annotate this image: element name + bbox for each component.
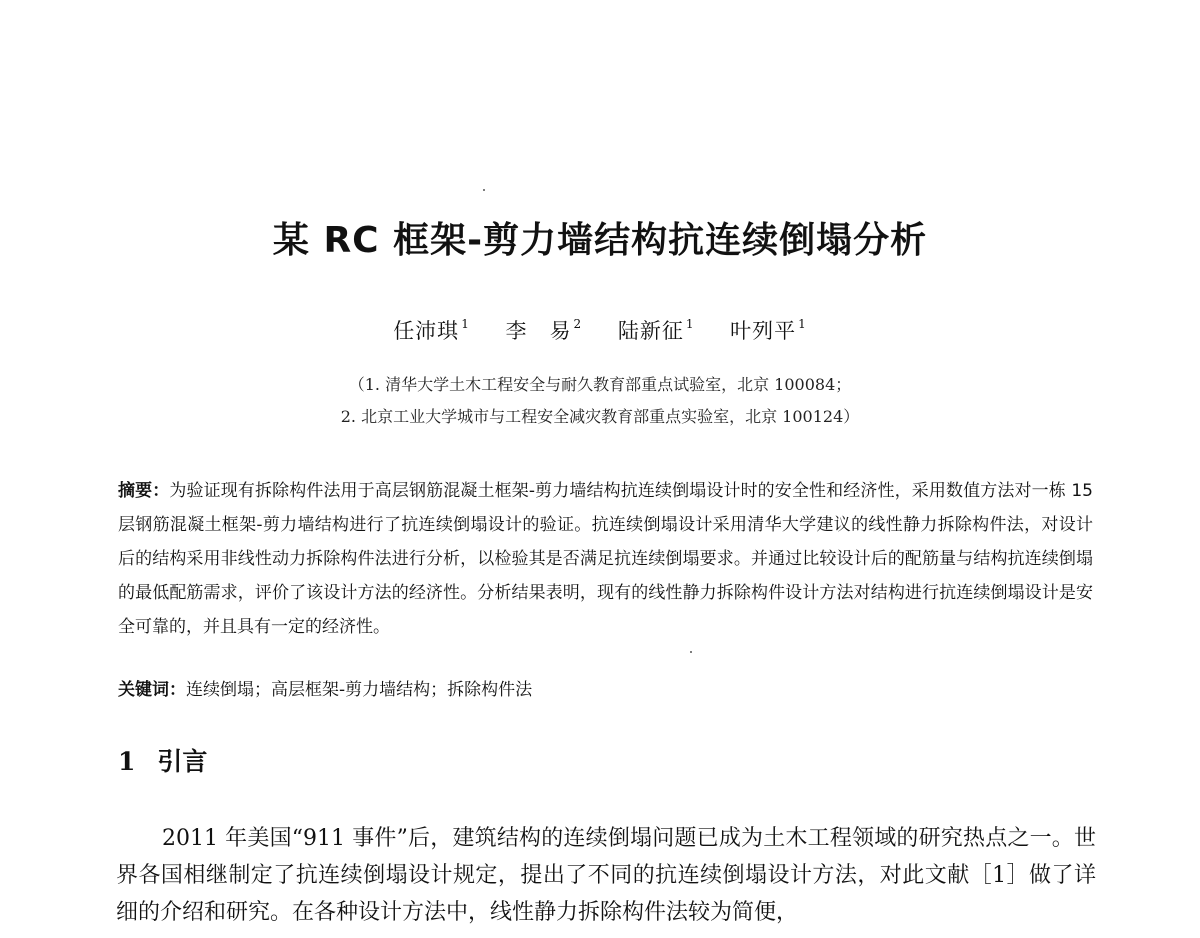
abstract bbox=[118, 474, 1093, 644]
keywords bbox=[118, 678, 1093, 702]
paper-title: 某 RC 框架-剪力墙结构抗连续倒塌分析 bbox=[272, 220, 928, 261]
author: 陆新征 $^1$ bbox=[617, 317, 695, 343]
section-heading bbox=[118, 742, 207, 778]
author: 任沛琪 $^1$ bbox=[393, 317, 470, 343]
keywords-text: 连续倒塌；高层框架-剪力墙结构；拆除构件法 bbox=[186, 680, 533, 700]
author: 叶列平 $^1$ bbox=[730, 317, 807, 343]
scan-speck bbox=[690, 651, 692, 653]
keywords-label: 关键词： bbox=[118, 680, 186, 700]
abstract-text: 为验证现有拆除构件法用于高层钢筋混凝土框架-剪力墙结构抗连续倒塌设计时的安全性和经济性，采用数值方法对一栋 15 层钢筋混凝土框架-剪力墙结构进行了抗连续倒塌设计的验证。抗连续倒塌设计采用清华大学建议的线性静力拆除构件法，对设计后的结构采用非线性动力拆除构件法进行分析，以检验其是否满足抗连续倒塌要求。并通过比较设计后的配筋量与结构抗连续倒塌的最低配筋需求，评价了该设计方法的经济性。分析结果表明，现有的线性静力拆除构件设计方法对结构进行抗连续倒塌设计是安全可靠的，并且具有一定的经济性。 bbox=[118, 481, 1093, 637]
author: 李 易 $^2$ bbox=[505, 317, 583, 343]
affiliation-line: 2. 北京工业大学城市与工程安全减灾教育部重点实验室，北京 100124） bbox=[340, 407, 860, 426]
body-paragraph: 2011 年美国“911 事件”后，建筑结构的连续倒塌问题已成为土木工程领域的研究热点之一。世界各国相继制定了抗连续倒塌设计规定，提出了不同的抗连续倒塌设计方法，对此文献［1］做了详细的介绍和研究。在各种设计方法中，线性静力拆除构件法较为简便， bbox=[116, 826, 1096, 925]
section-number: 1 bbox=[118, 747, 136, 776]
scan-speck bbox=[483, 189, 485, 191]
author-list bbox=[0, 315, 1200, 345]
section-title: 引言 bbox=[157, 747, 208, 776]
abstract-label: 摘要： bbox=[118, 481, 170, 501]
affiliation-line: （1. 清华大学土木工程安全与耐久教育部重点试验室，北京 100084； bbox=[348, 375, 852, 394]
